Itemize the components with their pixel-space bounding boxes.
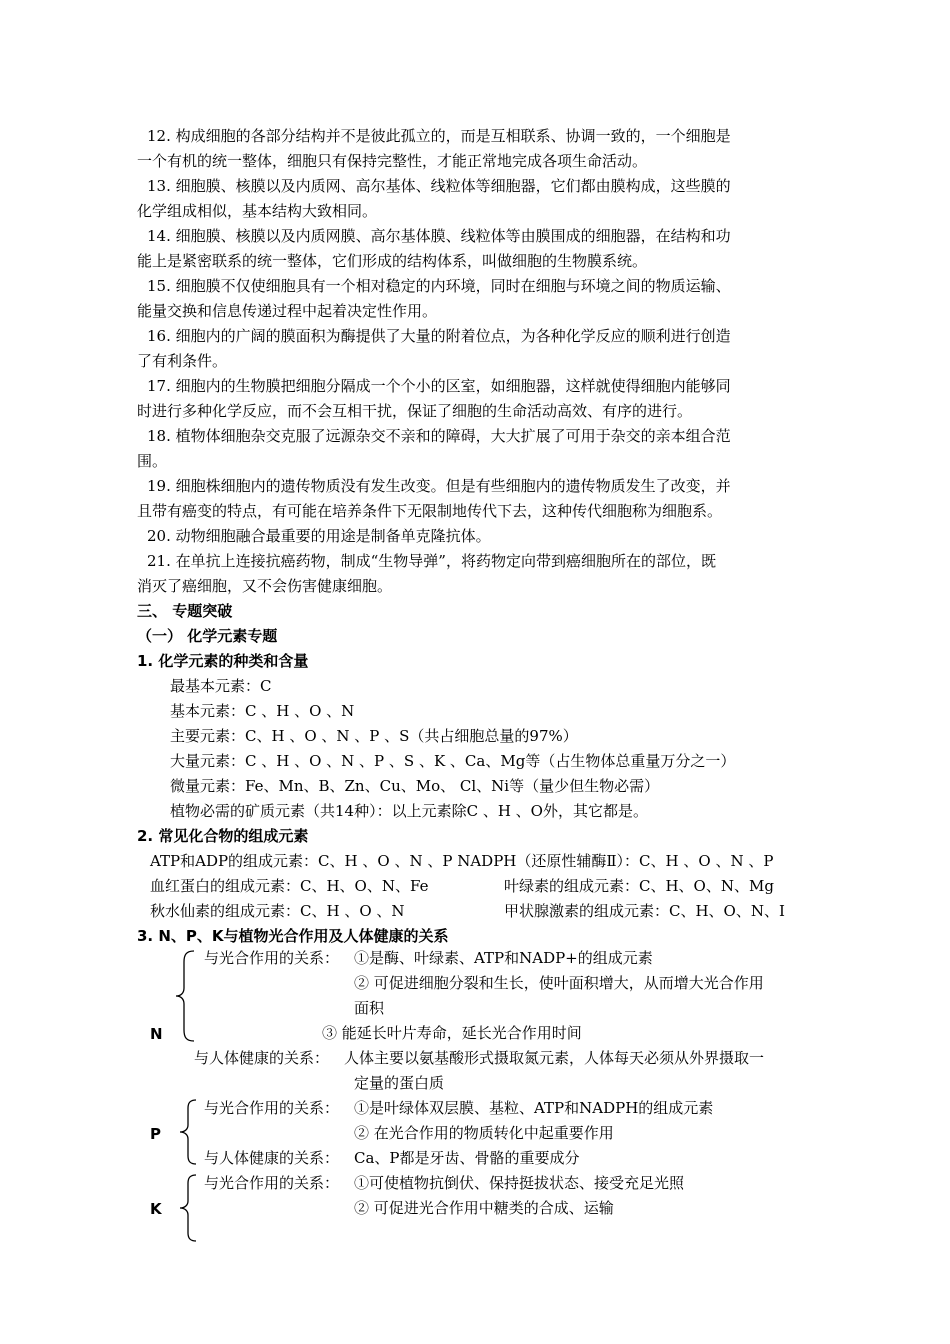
- compound-row: ATP和ADP的组成元素：C、H 、O 、N 、P NADPH（还原性辅酶Ⅱ）：C、H 、O 、N 、P: [150, 852, 774, 870]
- relation-point: ② 在光合作用的物质转化中起重要作用: [354, 1124, 614, 1142]
- compound-row-left: 血红蛋白的组成元素：C、H、O、N、Fe: [150, 877, 429, 895]
- health-relation-label: 与人体健康的关系：: [194, 1049, 330, 1067]
- paragraph-line: 且带有癌变的特点，有可能在培养条件下无限制地传代下去，这种传代细胞称为细胞系。: [137, 502, 723, 520]
- paragraph-line: 能量交换和信息传递过程中起着决定性作用。: [137, 302, 438, 320]
- compound-row-left: 秋水仙素的组成元素：C、H 、O 、N: [150, 902, 405, 920]
- relation-point: ①可使植物抗倒伏、保持挺拔状态、接受充足光照: [354, 1174, 685, 1192]
- element-item: 最基本元素：C: [170, 677, 272, 695]
- paragraph-line: 19. 细胞株细胞内的遗传物质没有发生改变。但是有些细胞内的遗传物质发生了改变，并: [147, 477, 731, 495]
- relation-point: ①是酶、叶绿素、ATP和NADP+的组成元素: [354, 949, 653, 967]
- element-label-p: P: [150, 1125, 161, 1143]
- part-1-heading: 1. 化学元素的种类和含量: [137, 652, 309, 670]
- paragraph-line: 17. 细胞内的生物膜把细胞分隔成一个个小的区室，如细胞器，这样就使得细胞内能够同: [147, 377, 731, 395]
- health-relation-label: 与人体健康的关系：: [204, 1149, 340, 1167]
- paragraph-line: 了有利条件。: [137, 352, 228, 370]
- curly-brace-icon: [178, 1172, 200, 1244]
- paragraph-line: 围。: [137, 452, 168, 470]
- relation-point: 人体主要以氨基酸形式摄取氮元素，人体每天必须从外界摄取一: [344, 1049, 765, 1067]
- element-item: 主要元素：C、H 、O 、N 、P 、S（共占细胞总量的97%）: [170, 727, 578, 745]
- relation-point: ③ 能延长叶片寿命，延长光合作用时间: [322, 1024, 582, 1042]
- subsection-heading: （一） 化学元素专题: [137, 627, 278, 645]
- paragraph-line: 化学组成相似，基本结构大致相同。: [137, 202, 378, 220]
- photosynthesis-relation-label: 与光合作用的关系：: [204, 1099, 340, 1117]
- part-2-heading: 2. 常见化合物的组成元素: [137, 827, 309, 845]
- part-3-heading: 3. N、P、K与植物光合作用及人体健康的关系: [137, 927, 449, 945]
- paragraph-line: 能上是紧密联系的统一整体，它们形成的结构体系，叫做细胞的生物膜系统。: [137, 252, 648, 270]
- photosynthesis-relation-label: 与光合作用的关系：: [204, 1174, 340, 1192]
- curly-brace-icon: [178, 1097, 200, 1167]
- paragraph-line: 时进行多种化学反应，而不会互相干扰，保证了细胞的生命活动高效、有序的进行。: [137, 402, 693, 420]
- relation-point: ①是叶绿体双层膜、基粒、ATP和NADPH的组成元素: [354, 1099, 714, 1117]
- relation-point: 面积: [354, 999, 385, 1017]
- paragraph-line: 12. 构成细胞的各部分结构并不是彼此孤立的，而是互相联系、协调一致的，一个细胞是: [147, 127, 731, 145]
- paragraph-line: 消灭了癌细胞，又不会伤害健康细胞。: [137, 577, 393, 595]
- compound-row-right: 甲状腺激素的组成元素：C、H、O、N、I: [504, 902, 785, 920]
- element-label-k: K: [150, 1200, 162, 1218]
- paragraph-line: 一个有机的统一整体，细胞只有保持完整性，才能正常地完成各项生命活动。: [137, 152, 648, 170]
- relation-point: 定量的蛋白质: [354, 1074, 445, 1092]
- photosynthesis-relation-label: 与光合作用的关系：: [204, 949, 340, 967]
- paragraph-line: 20. 动物细胞融合最重要的用途是制备单克隆抗体。: [147, 527, 491, 545]
- paragraph-line: 15. 细胞膜不仅使细胞具有一个相对稳定的内环境，同时在细胞与环境之间的物质运输、: [147, 277, 731, 295]
- element-label-n: N: [150, 1025, 163, 1043]
- compound-row-right: 叶绿素的组成元素：C、H、O、N、Mg: [504, 877, 774, 895]
- paragraph-line: 13. 细胞膜、核膜以及内质网、高尔基体、线粒体等细胞器，它们都由膜构成，这些膜的: [147, 177, 731, 195]
- relation-point: ② 可促进细胞分裂和生长，使叶面积增大，从而增大光合作用: [354, 974, 764, 992]
- paragraph-line: 14. 细胞膜、核膜以及内质网膜、高尔基体膜、线粒体等由膜围成的细胞器，在结构和功: [147, 227, 731, 245]
- element-item: 植物必需的矿质元素（共14种）：以上元素除C 、H 、O外，其它都是。: [170, 802, 648, 820]
- relation-point: ② 可促进光合作用中糖类的合成、运输: [354, 1199, 614, 1217]
- element-item: 大量元素：C 、H 、O 、N 、P 、S 、K 、Ca、Mg等（占生物体总重量万分之一）: [170, 752, 736, 770]
- paragraph-line: 16. 细胞内的广阔的膜面积为酶提供了大量的附着位点，为各种化学反应的顺利进行创造: [147, 327, 731, 345]
- element-item: 基本元素：C 、H 、O 、N: [170, 702, 355, 720]
- paragraph-line: 18. 植物体细胞杂交克服了远源杂交不亲和的障碍，大大扩展了可用于杂交的亲本组合范: [147, 427, 731, 445]
- section-heading: 三、 专题突破: [137, 602, 233, 620]
- relation-point: Ca、P都是牙齿、骨骼的重要成分: [354, 1149, 580, 1167]
- curly-brace-icon: [174, 948, 198, 1044]
- paragraph-line: 21. 在单抗上连接抗癌药物，制成“生物导弹”，将药物定向带到癌细胞所在的部位，既: [147, 552, 716, 570]
- element-item: 微量元素：Fe、Mn、B、Zn、Cu、Mo、 Cl、Ni等（量少但生物必需）: [170, 777, 660, 795]
